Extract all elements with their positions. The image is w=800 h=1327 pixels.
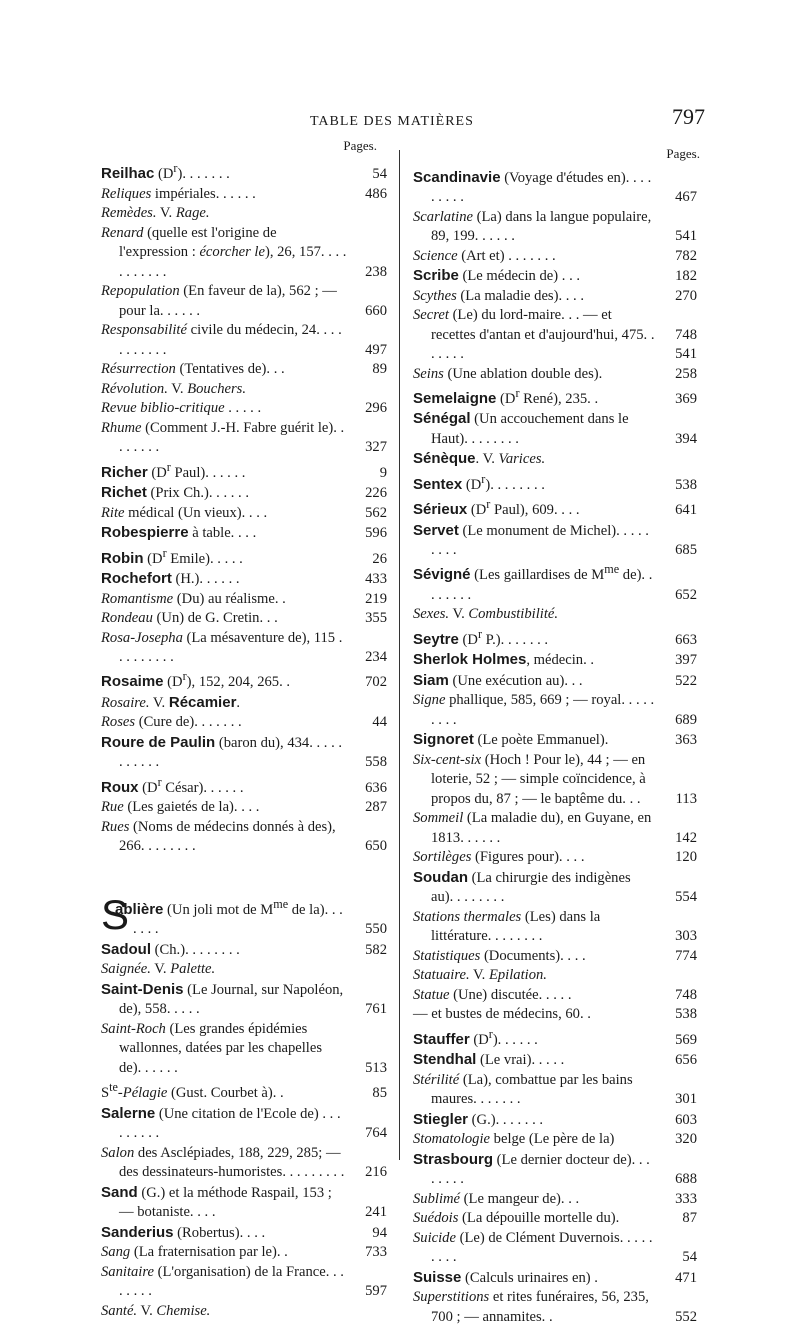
entry-text: Suisse (Calculs urinaires en) . xyxy=(413,1270,598,1286)
index-entry xyxy=(101,483,347,504)
index-entry xyxy=(413,247,655,267)
index-entry xyxy=(101,185,347,205)
index-entry xyxy=(413,650,655,671)
index-entry xyxy=(101,1243,347,1263)
entry-page-number: 558 xyxy=(365,753,387,773)
entry-text: Rhume (Comment J.-H. Fabre guérit le). . . . . . . . xyxy=(101,420,344,456)
entry-page-number: 363 xyxy=(675,731,697,751)
entry-page-number: 538 xyxy=(675,476,697,496)
index-entry xyxy=(101,282,347,321)
entry-text: Sanitaire (L'organisation) de la France. . . . . . . . xyxy=(101,1264,344,1300)
entry-text: Rosa-Josepha (La mésaventure de), 115 . . . . . . . . . xyxy=(101,630,342,666)
entry-page-number: 287 xyxy=(365,798,387,818)
entry-text: Suédois (La dépouille mortelle du). xyxy=(413,1210,619,1226)
index-entry xyxy=(413,1190,655,1210)
entry-text: Seytre ($D^r$ P.). . . . . . . xyxy=(413,632,548,648)
index-entry xyxy=(101,504,347,524)
index-entry xyxy=(101,1144,347,1183)
index-entry xyxy=(101,1183,347,1223)
entry-text: Suicide (Le) de Clément Duvernois. . . . . . . . . xyxy=(413,1230,653,1266)
entry-text: Siam (Une exécution au). . . xyxy=(413,673,583,689)
entry-text: Stations thermales (Les) dans la littérature. . . . . . . . xyxy=(413,909,600,945)
entry-page-number: 554 xyxy=(675,888,697,908)
index-entry xyxy=(413,1229,655,1268)
index-entry xyxy=(101,544,347,569)
index-entry xyxy=(413,848,655,868)
entry-page-number: 270 xyxy=(675,287,697,307)
index-entry xyxy=(101,733,347,773)
entry-page-number: 333 xyxy=(675,1190,697,1210)
index-entry xyxy=(101,569,347,590)
entry-text: Statuaire. V. Epilation. xyxy=(413,967,547,983)
entry-text: Reliques impériales. . . . . . xyxy=(101,186,256,202)
entry-text: Robin ($D^r$ Emile). . . . . xyxy=(101,551,243,567)
index-entry xyxy=(101,204,347,224)
entry-page-number: 702 xyxy=(365,673,387,693)
entry-page-number: 582 xyxy=(365,941,387,961)
index-entry xyxy=(413,1150,655,1190)
entry-page-number: 597 xyxy=(365,1282,387,1302)
index-entry xyxy=(101,399,347,419)
index-entry xyxy=(413,470,655,495)
entry-text: Sherlok Holmes, médecin. . xyxy=(413,652,594,668)
index-entry xyxy=(413,168,655,208)
index-entry xyxy=(101,1302,347,1322)
index-entry xyxy=(413,384,655,409)
index-entry xyxy=(413,1050,655,1071)
index-entry xyxy=(413,365,655,385)
entry-page-number: 238 xyxy=(365,263,387,283)
entry-text: Sand (G.) et la méthode Raspail, 153 ; — botaniste. . . . xyxy=(101,1185,332,1221)
entry-page-number: 541 xyxy=(675,227,697,247)
index-entry xyxy=(101,940,347,961)
index-entry xyxy=(101,895,347,940)
entry-page-number: 538 xyxy=(675,1005,697,1025)
index-entry xyxy=(413,671,655,692)
entry-page-number: 296 xyxy=(365,399,387,419)
entry-page-number: 497 xyxy=(365,341,387,361)
entry-text: Statue (Une) discutée. . . . . xyxy=(413,987,571,1003)
entry-text: Stomatologie belge (Le père de la) xyxy=(413,1131,614,1147)
entry-text: Romantisme (Du) au réalisme. . xyxy=(101,591,286,607)
entry-page-number: 569 xyxy=(675,1031,697,1051)
entry-text: Sublimé (Le mangeur de). . . xyxy=(413,1191,579,1207)
entry-text: Stendhal (Le vrai). . . . . xyxy=(413,1052,564,1068)
entry-text: Sadoul (Ch.). . . . . . . . xyxy=(101,942,240,958)
index-entry xyxy=(101,1223,347,1244)
entry-text: Sérieux ($D^r$ Paul), 609. . . . xyxy=(413,502,580,518)
entry-page-number: 26 xyxy=(372,550,387,570)
entry-text: Responsabilité civile du médecin, 24. . . . . . . . . . . xyxy=(101,322,342,358)
entry-page-number: 688 xyxy=(675,1170,697,1190)
entry-page-number: 87 xyxy=(682,1209,697,1229)
index-entry xyxy=(413,561,655,606)
entry-text: Science (Art et) . . . . . . . xyxy=(413,248,556,264)
entry-page-number: 433 xyxy=(365,570,387,590)
index-entry xyxy=(101,1104,347,1144)
entry-text: Semelaigne ($D^r$ René), 235. . xyxy=(413,391,598,407)
index-entry xyxy=(101,1078,347,1103)
entry-page-number: 689 xyxy=(675,711,697,731)
index-entry xyxy=(413,809,655,848)
page-number: 797 xyxy=(672,104,705,130)
entry-page-number: 94 xyxy=(372,1224,387,1244)
entry-text: Roux ($D^r$ César). . . . . . xyxy=(101,780,244,796)
index-entry xyxy=(413,409,655,449)
entry-text: Rue (Les gaietés de la). . . . xyxy=(101,799,259,815)
entry-text: — et bustes de médecins, 60. . xyxy=(413,1006,591,1022)
entry-page-number: 522 xyxy=(675,672,697,692)
entry-text: Robespierre à table. . . . xyxy=(101,525,256,541)
index-entry xyxy=(101,713,347,733)
index-entry xyxy=(101,380,347,400)
entry-text: Six-cent-six (Hoch ! Pour le), 44 ; — en loterie, 52 ; — simple coïncidence, à propos du, 87 ; — le baptême du. . . xyxy=(413,752,646,807)
index-entry xyxy=(101,960,347,980)
entry-text: Richet (Prix Ch.). . . . . . xyxy=(101,485,249,501)
entry-page-number: 327 xyxy=(365,438,387,458)
entry-text: Secret (Le) du lord-maire. . . — et recettes d'antan et d'aujourd'hui, 475. . . . . . . xyxy=(413,307,654,362)
entry-page-number: 603 xyxy=(675,1111,697,1131)
entry-text: Strasbourg (Le dernier docteur de). . . . . . . . xyxy=(413,1152,650,1188)
entry-page-number: 636 xyxy=(365,779,387,799)
pages-label: Pages. xyxy=(413,144,700,164)
index-entry xyxy=(101,1263,347,1302)
entry-text: Scythes (La maladie des). . . . xyxy=(413,288,584,304)
index-entry xyxy=(413,266,655,287)
entry-text: Sénèque. V. Varices. xyxy=(413,451,545,467)
entry-text: Sévigné (Les gaillardises de $M^{me}$ de). . . . . . . . xyxy=(413,567,652,603)
index-entry xyxy=(101,668,347,693)
entry-page-number: 44 xyxy=(372,713,387,733)
right-column xyxy=(413,136,655,1327)
entry-page-number: 774 xyxy=(675,947,697,967)
index-entry xyxy=(413,730,655,751)
entry-text: Stérilité (La), combattue par les bains maures. . . . . . . xyxy=(413,1072,633,1108)
entry-page-number: 650 xyxy=(365,837,387,857)
index-list-right xyxy=(413,168,655,1327)
index-entry xyxy=(101,224,347,283)
entry-text: Stauffer $(D^r)$. . . . . . xyxy=(413,1032,538,1048)
entry-page-number: 652 xyxy=(675,586,697,606)
index-entry xyxy=(101,523,347,544)
index-entry xyxy=(413,605,655,625)
entry-page-number: 142 xyxy=(675,829,697,849)
entry-text: Remèdes. V. Rage. xyxy=(101,205,210,221)
entry-text: Sexes. V. Combustibilité. xyxy=(413,606,558,622)
entry-page-number: 355 xyxy=(365,609,387,629)
index-entry xyxy=(413,625,655,650)
index-entry xyxy=(413,495,655,520)
index-entry xyxy=(413,1209,655,1229)
entry-text: Signoret (Le poète Emmanuel). xyxy=(413,732,608,748)
index-entry xyxy=(413,1025,655,1050)
entry-text: Stiegler (G.). . . . . . . xyxy=(413,1112,543,1128)
entry-page-number: 182 xyxy=(675,267,697,287)
entry-page-number: 550 xyxy=(365,920,387,940)
entry-page-number: 656 xyxy=(675,1051,697,1071)
index-list-s-section xyxy=(101,895,347,1321)
entry-page-number: 301 xyxy=(675,1090,697,1110)
index-entry xyxy=(101,590,347,610)
index-list-left xyxy=(101,160,347,857)
index-entry xyxy=(413,1071,655,1110)
index-entry xyxy=(101,818,347,857)
entry-page-number: 54 xyxy=(372,165,387,185)
entry-page-number: 748 541 xyxy=(675,326,697,365)
index-entry xyxy=(101,321,347,360)
left-column xyxy=(101,136,347,1321)
index-entry xyxy=(413,868,655,908)
entry-text: Rochefort (H.). . . . . . xyxy=(101,571,240,587)
entry-text: Statistiques (Documents). . . . xyxy=(413,948,586,964)
entry-page-number: 320 xyxy=(675,1130,697,1150)
entry-text: Saignée. V. Palette. xyxy=(101,961,215,977)
entry-page-number: 369 xyxy=(675,390,697,410)
index-entry xyxy=(413,208,655,247)
index-entry xyxy=(101,798,347,818)
entry-text: Révolution. V. Bouchers. xyxy=(101,381,246,397)
entry-page-number: 226 xyxy=(365,484,387,504)
entry-text: S ablière (Un joli mot de $M^{me}$ de la). . . . . . . xyxy=(115,902,343,938)
entry-page-number: 303 xyxy=(675,927,697,947)
running-title: TABLE DES MATIÈRES xyxy=(310,114,474,130)
entry-page-number: 85 xyxy=(372,1084,387,1104)
entry-text: Sommeil (La maladie du), en Guyane, en 1813. . . . . . xyxy=(413,810,651,846)
entry-text: $S^{te}$-Pélagie (Gust. Courbet à). . xyxy=(101,1085,284,1101)
index-entry xyxy=(413,306,655,365)
index-entry xyxy=(101,160,347,185)
entry-page-number: 663 xyxy=(675,631,697,651)
column-divider xyxy=(399,150,400,1160)
entry-text: Salon des Asclépiades, 188, 229, 285; — des dessinateurs-humoristes. . . . . . . . . xyxy=(101,1145,344,1181)
index-entry xyxy=(101,693,347,714)
index-entry xyxy=(413,751,655,810)
entry-text: Rosaime $(D^r)$, 152, 204, 265. . xyxy=(101,674,290,690)
entry-page-number: 596 xyxy=(365,524,387,544)
index-entry xyxy=(101,419,347,458)
entry-page-number: 397 xyxy=(675,651,697,671)
entry-page-number: 748 xyxy=(675,986,697,1006)
entry-page-number: 562 xyxy=(365,504,387,524)
entry-text: Saint-Denis (Le Journal, sur Napoléon, de), 558. . . . . xyxy=(101,982,343,1018)
pages-label: Pages. xyxy=(101,136,377,156)
index-entry xyxy=(413,1110,655,1131)
entry-page-number: 216 xyxy=(365,1163,387,1183)
entry-text: Sanderius (Robertus). . . . xyxy=(101,1225,265,1241)
index-entry xyxy=(101,773,347,798)
entry-text: Sang (La fraternisation par le). . xyxy=(101,1244,288,1260)
entry-text: Superstitions et rites funéraires, 56, 235, 700 ; — annamites. . xyxy=(413,1289,649,1325)
entry-page-number: 471 xyxy=(675,1269,697,1289)
entry-text: Rues (Noms de médecins donnés à des), 266. . . . . . . . xyxy=(101,819,336,855)
entry-page-number: 660 xyxy=(365,302,387,322)
entry-page-number: 258 xyxy=(675,365,697,385)
entry-text: Rite médical (Un vieux). . . . xyxy=(101,505,267,521)
section-gap xyxy=(101,857,347,895)
entry-text: Saint-Roch (Les grandes épidémies wallonnes, datées par les chapelles de). . . . . . xyxy=(101,1021,322,1076)
entry-text: Renard (quelle est l'origine de l'expression : écorcher le), 26, 157. . . . . . . . . . . xyxy=(101,225,346,280)
entry-text: Salerne (Une citation de l'Ecole de) . . . . . . . . . xyxy=(101,1106,341,1142)
index-entry xyxy=(101,360,347,380)
entry-text: Rondeau (Un) de G. Cretin. . . xyxy=(101,610,278,626)
index-entry xyxy=(101,609,347,629)
index-entry xyxy=(413,966,655,986)
index-entry xyxy=(413,986,655,1006)
entry-text: Servet (Le monument de Michel). . . . . . . . . xyxy=(413,523,649,559)
index-entry xyxy=(413,908,655,947)
index-entry xyxy=(413,1268,655,1289)
index-entry xyxy=(413,1288,655,1327)
entry-text: Repopulation (En faveur de la), 562 ; — pour la. . . . . . xyxy=(101,283,337,319)
entry-page-number: 234 xyxy=(365,648,387,668)
entry-page-number: 513 xyxy=(365,1059,387,1079)
entry-text: Seins (Une ablation double des). xyxy=(413,366,602,382)
index-entry xyxy=(413,521,655,561)
index-entry xyxy=(413,947,655,967)
entry-text: Scribe (Le médecin de) . . . xyxy=(413,268,580,284)
entry-text: Résurrection (Tentatives de). . . xyxy=(101,361,285,377)
entry-text: Roure de Paulin (baron du), 434. . . . . . . . . . . xyxy=(101,735,342,771)
entry-page-number: 782 xyxy=(675,247,697,267)
entry-page-number: 113 xyxy=(676,790,697,810)
entry-text: Signe phallique, 585, 669 ; — royal. . . . . . . . . xyxy=(413,692,654,728)
index-entry xyxy=(413,1005,655,1025)
entry-text: Scandinavie (Voyage d'études en). . . . . . . . . xyxy=(413,170,651,206)
entry-text: Sénégal (Un accouchement dans le Haut). . . . . . . . xyxy=(413,411,629,447)
entry-text: Soudan (La chirurgie des indigènes au). . . . . . . . xyxy=(413,870,631,906)
entry-page-number: 641 xyxy=(675,501,697,521)
index-entry xyxy=(413,691,655,730)
entry-text: Santé. V. Chemise. xyxy=(101,1303,210,1319)
entry-text: Reilhac $(D^r)$. . . . . . . xyxy=(101,166,230,182)
entry-text: Scarlatine (La) dans la langue populaire, 89, 199. . . . . . xyxy=(413,209,651,245)
entry-page-number: 394 xyxy=(675,430,697,450)
entry-page-number: 120 xyxy=(675,848,697,868)
index-entry xyxy=(101,458,347,483)
entry-page-number: 761 xyxy=(365,1000,387,1020)
entry-page-number: 219 xyxy=(365,590,387,610)
entry-text: Roses (Cure de). . . . . . . xyxy=(101,714,242,730)
index-entry xyxy=(101,980,347,1020)
entry-page-number: 552 xyxy=(675,1308,697,1327)
entry-page-number: 733 xyxy=(365,1243,387,1263)
entry-page-number: 9 xyxy=(380,464,387,484)
entry-text: Sentex $(D^r)$. . . . . . . . xyxy=(413,477,545,493)
entry-page-number: 764 xyxy=(365,1124,387,1144)
entry-page-number: 486 xyxy=(365,185,387,205)
index-entry xyxy=(413,1130,655,1150)
entry-page-number: 54 xyxy=(682,1248,697,1268)
entry-page-number: 89 xyxy=(372,360,387,380)
entry-text: Sortilèges (Figures pour). . . . xyxy=(413,849,584,865)
index-entry xyxy=(413,287,655,307)
entry-page-number: 685 xyxy=(675,541,697,561)
entry-text: Richer ($D^r$ Paul). . . . . . xyxy=(101,465,245,481)
index-entry xyxy=(101,629,347,668)
index-entry xyxy=(413,449,655,470)
entry-text: Rosaire. V. Récamier. xyxy=(101,695,240,711)
entry-page-number: 241 xyxy=(365,1203,387,1223)
entry-text: Revue biblio-critique . . . . . xyxy=(101,400,261,416)
entry-page-number: 467 xyxy=(675,188,697,208)
index-entry xyxy=(101,1020,347,1079)
